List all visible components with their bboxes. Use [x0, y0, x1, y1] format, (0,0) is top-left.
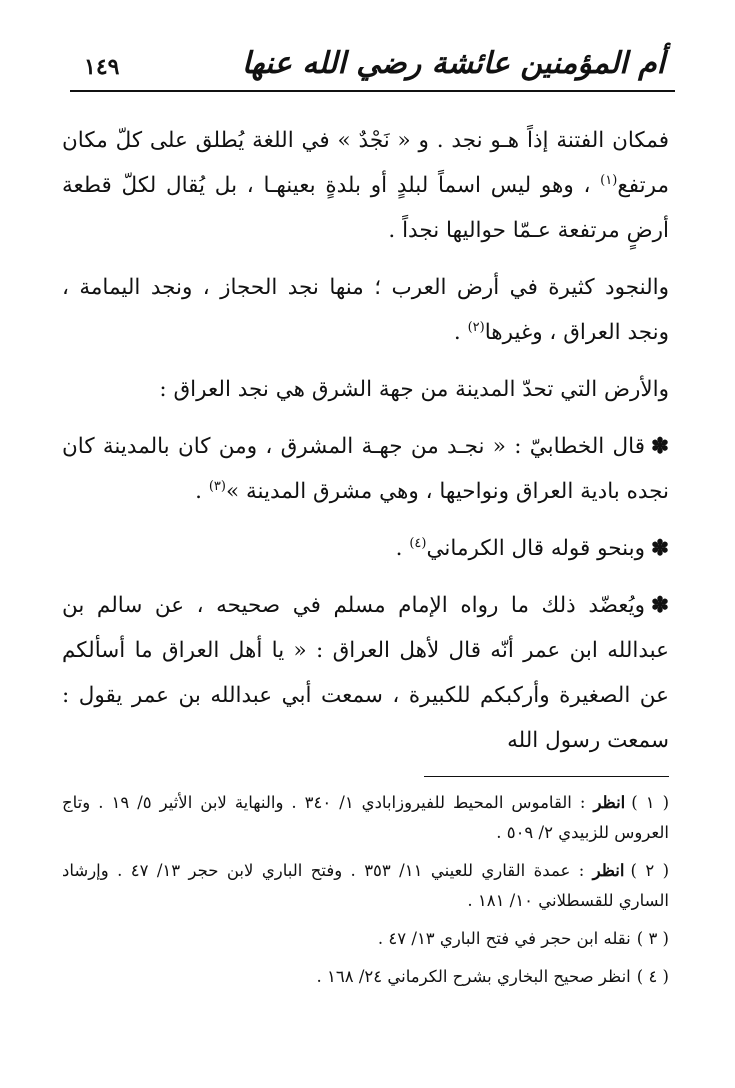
- footnote-1: [62, 788, 669, 848]
- asterism-icon: ✽: [650, 536, 669, 561]
- footnote-ref[interactable]: (٢): [467, 319, 485, 335]
- paragraph-text: فمكان الفتنة إذاً هـو نجد . و « نَجْدٌ » في اللغة يُطلق على كلّ مكان مرتفع: [62, 128, 669, 198]
- paragraph-4: [62, 424, 669, 514]
- footnote-number: ( ٢ ): [630, 861, 670, 880]
- asterism-icon: ✽: [651, 593, 670, 618]
- paragraph-5: [62, 526, 669, 571]
- footnote-text: : عمدة القاري للعيني ١١/ ٣٥٣ . وفتح الباري لابن حجر ١٣/ ٤٧ . وإرشاد الساري للقسطلاني ١٠/ ١٨١ .: [62, 861, 669, 910]
- footnotes: [62, 788, 669, 1000]
- footnote-ref[interactable]: (١): [600, 172, 618, 188]
- footnote-4: [62, 962, 669, 992]
- paragraph-text: ، وهو ليس اسماً لبلدٍ أو بلدةٍ بعينهـا ، بل يُقال لكلّ قطعة أرضٍ مرتفعة عـمّا حواليها نجداً .: [62, 173, 669, 243]
- paragraph-text: قال الخطابيّ : « نجـد من جهـة المشرق ، ومن كان بالمدينة كان نجده بادية العراق ونواحيها ، وهي مشرق المدينة »: [62, 434, 669, 504]
- paragraph-text: ويُعضّد ذلك ما رواه الإمام مسلم في صحيحه ، عن سالم بن عبدالله ابن عمر أنّه قال لأهل العراق : « يا أهل العراق ما أسألكم عن الصغيرة وأركبكم للكبيرة ، سمعت أبي عبدالله بن عمر يقول : سمعت رسول الله: [62, 593, 669, 753]
- main-text: [62, 118, 669, 775]
- footnote-number: ( ٣ ): [636, 929, 669, 948]
- paragraph-1: [62, 118, 669, 253]
- footnote-number: ( ١ ): [631, 793, 670, 812]
- footnote-keyword: انظر: [592, 861, 625, 880]
- paragraph-text: والنجود كثيرة في أرض العرب ؛ منها نجد الحجاز ، ونجد اليمامة ، ونجد العراق ، وغيرها: [62, 275, 669, 345]
- footnote-text: : القاموس المحيط للفيروزابادي ١/ ٣٤٠ . والنهاية لابن الأثير ٥/ ١٩ . وتاج العروس للزبيدي ٢/ ٥٠٩ .: [62, 793, 669, 842]
- running-title: أم المؤمنين عائشة رضي الله عنها: [241, 46, 665, 81]
- paragraph-text: .: [453, 320, 468, 345]
- paragraph-text: .: [395, 536, 410, 561]
- footnote-3: [62, 924, 669, 954]
- paragraph-text: .: [195, 479, 209, 504]
- paragraph-6: [62, 583, 669, 763]
- footnote-ref[interactable]: (٣): [208, 478, 226, 494]
- footnote-text: نقله ابن حجر في فتح الباري ١٣/ ٤٧ .: [377, 929, 631, 948]
- paragraph-text: والأرض التي تحدّ المدينة من جهة الشرق هي نجد العراق :: [159, 377, 669, 402]
- footnote-2: [62, 856, 669, 916]
- footnote-keyword: انظر: [593, 793, 626, 812]
- paragraph-3: [62, 367, 669, 412]
- footnote-separator: [424, 776, 669, 777]
- paragraph-2: [62, 265, 669, 355]
- footnote-ref[interactable]: (٤): [409, 535, 427, 551]
- page-header: [70, 44, 675, 92]
- footnote-text: انظر صحيح البخاري بشرح الكرماني ٢٤/ ١٦٨ .: [316, 967, 631, 986]
- footnote-number: ( ٤ ): [636, 967, 669, 986]
- header-rule: [70, 90, 675, 92]
- asterism-icon: ✽: [650, 434, 669, 459]
- paragraph-text: وبنحو قوله قال الكرماني: [426, 536, 645, 561]
- page-number: ١٤٩: [84, 54, 120, 80]
